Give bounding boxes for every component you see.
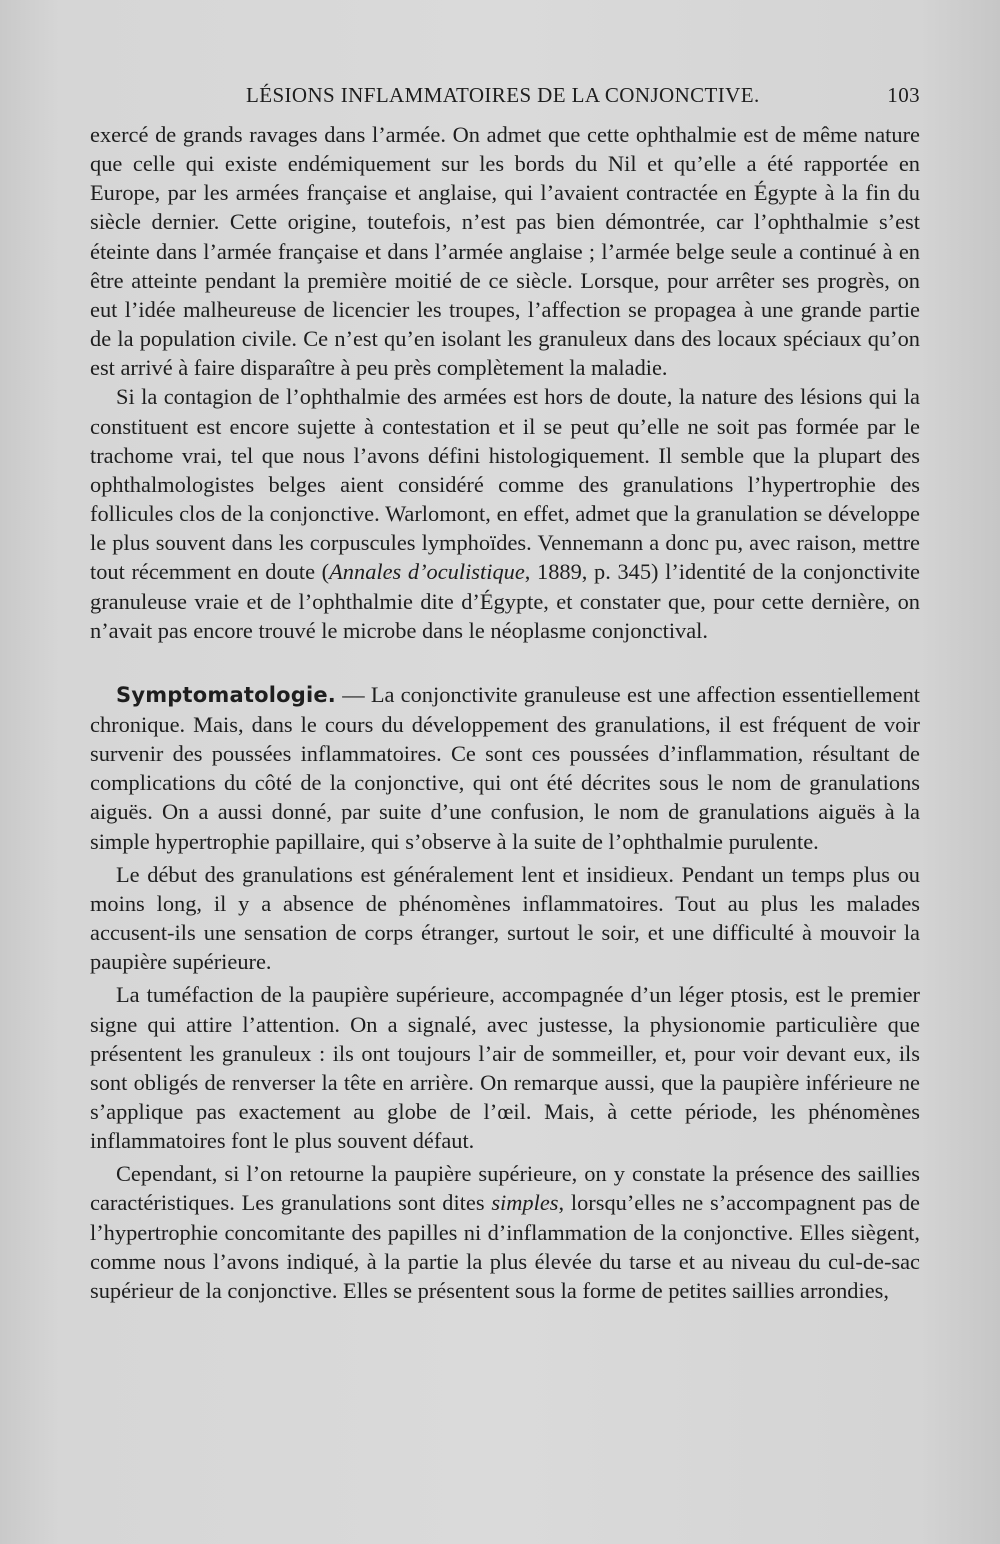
paragraph-text: Cependant, si l’on retourne la paupière supérieure, on y constate la présence des saillies caractéristiques. Les granulations sont dites (90, 1161, 920, 1216)
journal-title: Annales d’oculistique (329, 559, 525, 585)
page-number: 103 (887, 83, 920, 107)
italic-term: simples (491, 1190, 559, 1216)
page-header (90, 83, 920, 113)
paragraph-tumefaction: La tuméfaction de la paupière supérieure, accompagnée d’un léger ptosis, est le premier signe qui attire l’attention. On a signalé, avec justesse, la physionomie particulière que présentent les granuleux : ils ont toujours l’air de sommeiller, et, pour voir devant eux, ils sont obligés de renverser la tête en arrière. On remarque aussi, que la paupière inférieure ne s’applique pas exactement au globe de l’œil. Mais, à cette période, les phénomènes inflammatoires font le plus souvent défaut. (90, 982, 920, 1154)
paragraph-contagion (90, 382, 920, 644)
paragraph-text: , lorsqu’elles ne s’accompagnent pas de l’hypertrophie concomitante des papilles ni d’inflammation de la conjonctive. Elles siègent, comme nous l’avons indiqué, à la partie la plus élevée du tarse et au niveau du cul-de-sac supérieur de la conjonctive. Elles se présentent sous la forme de petites saillies arrondies, (90, 1190, 920, 1303)
paragraph-symptomatologie (90, 680, 920, 856)
paragraph-debut: Le début des granulations est généralement lent et insidieux. Pendant un temps plus ou moins long, il y a absence de phénomènes inflammatoires. Tout au plus les malades accusent-ils une sensation de corps étranger, surtout le soir, et une difficulté à mouvoir la paupière supérieure. (90, 861, 920, 975)
paragraph-text: — La conjonctivite granuleuse est une affection essentiellement chronique. Mais, dans le cours du développement des granulations, il est fréquent de voir survenir des poussées inflammatoires. Ce sont ces poussées d’inflammation, résultant de complications du côté de la conjonctive, qui ont été décrites sous le nom de granulations aiguës. On a aussi donné, par suite d’une confusion, le nom de granulations aiguës à la simple hypertrophie papillaire, qui s’observe à la suite de l’ophthalmie purulente. (90, 681, 920, 854)
paragraph-cependant (90, 1159, 920, 1305)
body-text (90, 120, 920, 1305)
section-spacer (90, 645, 920, 680)
running-title: LÉSIONS INFLAMMATOIRES DE LA CONJONCTIVE. (246, 83, 760, 107)
paragraph-text: Si la contagion de l’ophthalmie des armées est hors de doute, la nature des lésions qui la constituent est encore sujette à contestation et il se peut qu’elle ne soit pas formée par le trachome vrai, tel que nous l’avons défini histologiquement. Il semble que la plupart des ophthalmologistes belges aient considéré comme des granulations l’hypertrophie des follicules clos de la conjonctive. Warlomont, en effet, admet que la granulation se développe le plus souvent dans les corpuscules lymphoïdes. Vennemann a donc pu, avec raison, mettre tout récemment en doute ( (90, 384, 920, 585)
paragraph-continuation: exercé de grands ravages dans l’armée. On admet que cette ophthalmie est de même nature que celle qui existe endémiquement sur les bords du Nil et qu’elle a été rapportée en Europe, par les armées française et anglaise, qui l’avaient contractée en Égypte à la fin du siècle dernier. Cette origine, toutefois, n’est pas bien démontrée, car l’ophthalmie s’est éteinte dans l’armée française et dans l’armée anglaise ; l’armée belge seule a continué à en être atteinte pendant la première moitié de ce siècle. Lorsque, pour arrêter ses progrès, on eut l’idée malheureuse de licencier les troupes, l’affection se propagea à une grande partie de la population civile. Ce n’est qu’en isolant les granuleux dans des locaux spéciaux qu’on est arrivé à faire disparaître à peu près complètement la maladie. (90, 122, 920, 381)
section-heading: Symptomatologie. (116, 682, 336, 707)
paragraph-text: , 1889, p. 345) l’identité de la conjonctivite granuleuse vraie et de l’ophthalmie dite d’Égypte, et constater que, pour cette dernière, on n’avait pas encore trouvé le microbe dans le néoplasme conjonctival. (90, 559, 920, 643)
